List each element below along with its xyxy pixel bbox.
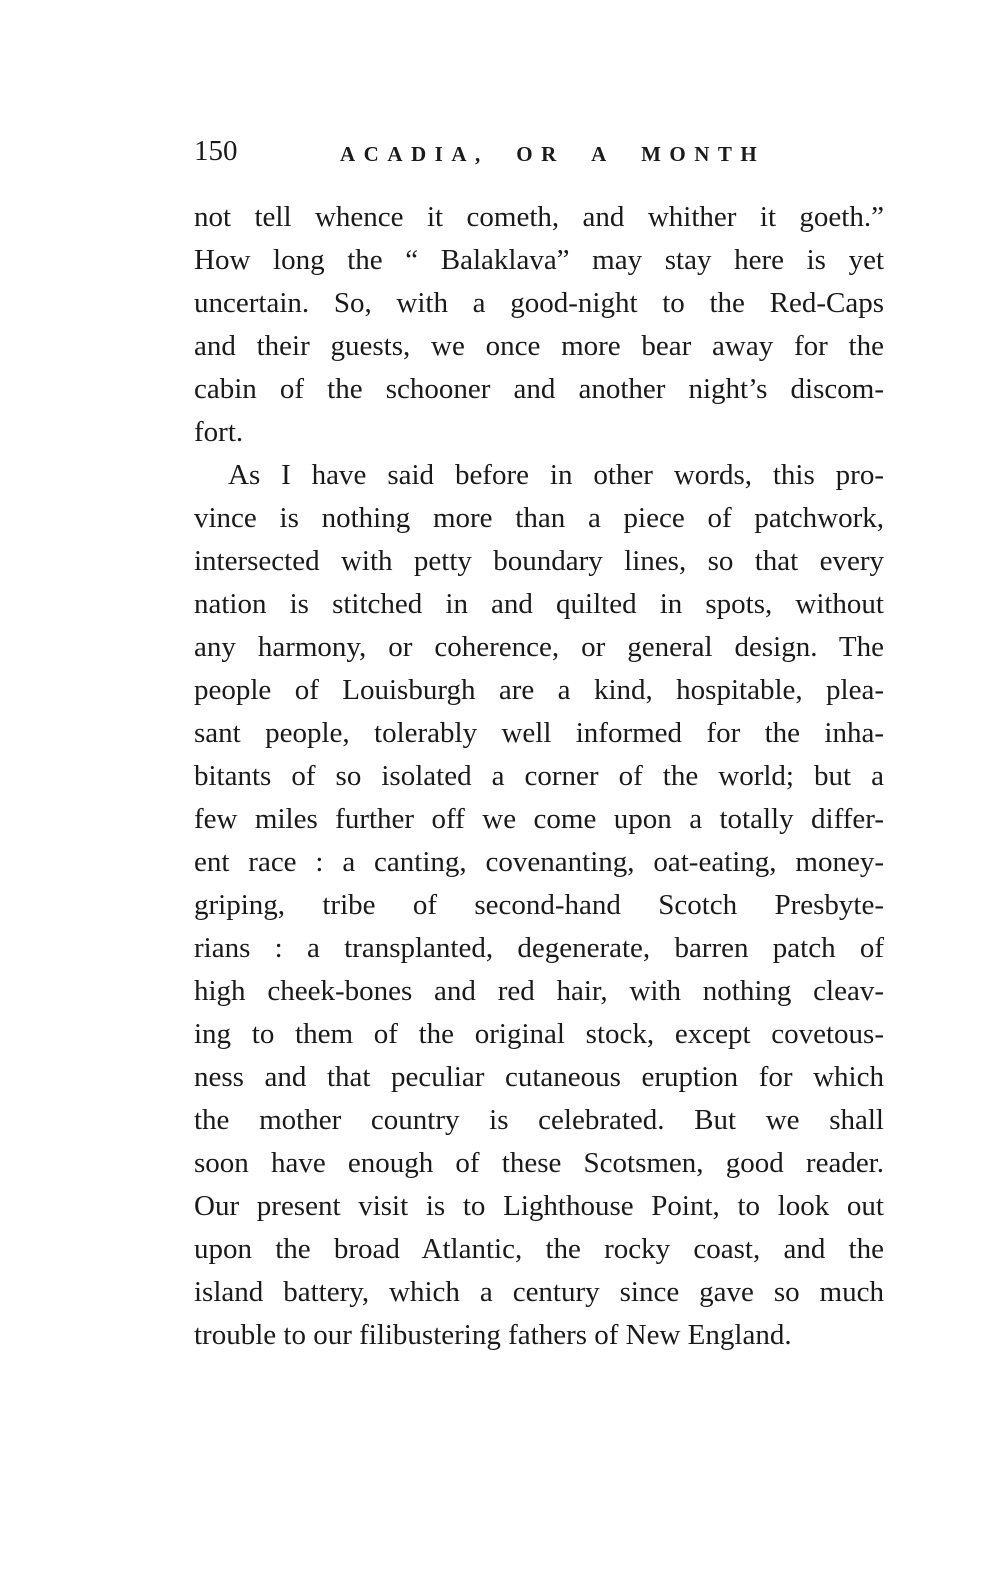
text-line: How long the “ Balaklava” may stay here is yet: [194, 244, 884, 276]
text-line: and their guests, we once more bear away for the: [194, 330, 884, 362]
text-line: Our present visit is to Lighthouse Point, to look out: [194, 1190, 884, 1222]
text-line: rians : a transplanted, degenerate, barren patch of: [194, 932, 884, 964]
text-line: high cheek-bones and red hair, with nothing cleav-: [194, 975, 884, 1007]
text-line: few miles further off we come upon a totally differ-: [194, 803, 884, 835]
page-number: 150: [194, 135, 238, 167]
text-line: As I have said before in other words, this pro-: [228, 459, 884, 491]
text-line: fort.: [194, 416, 244, 448]
text-line: nation is stitched in and quilted in spots, without: [194, 588, 884, 620]
text-line: upon the broad Atlantic, the rocky coast, and the: [194, 1233, 884, 1265]
text-line: any harmony, or coherence, or general design. The: [194, 631, 884, 663]
text-line: island battery, which a century since gave so much: [194, 1276, 884, 1308]
paragraph-1: [194, 196, 884, 454]
running-head: [194, 133, 894, 173]
text-line: the mother country is celebrated. But we shall: [194, 1104, 884, 1136]
body-text: [194, 196, 884, 1357]
running-title: ACADIA, OR A MONTH: [340, 142, 766, 166]
text-line: ent race : a canting, covenanting, oat-eating, money-: [194, 846, 884, 878]
text-line: intersected with petty boundary lines, so that every: [194, 545, 884, 577]
text-line: people of Louisburgh are a kind, hospitable, plea-: [194, 674, 884, 706]
text-line: uncertain. So, with a good-night to the Red-Caps: [194, 287, 884, 319]
paragraph-2: [194, 454, 884, 1357]
text-line: griping, tribe of second-hand Scotch Presbyte-: [194, 889, 884, 921]
text-line: ing to them of the original stock, except covetous-: [194, 1018, 884, 1050]
text-line: sant people, tolerably well informed for the inha-: [194, 717, 884, 749]
text-line: bitants of so isolated a corner of the world; but a: [194, 760, 884, 792]
text-line: vince is nothing more than a piece of patchwork,: [194, 502, 884, 534]
text-line: soon have enough of these Scotsmen, good reader.: [194, 1147, 884, 1179]
text-line: ness and that peculiar cutaneous eruption for which: [194, 1061, 884, 1093]
text-line: trouble to our filibustering fathers of New England.: [194, 1319, 792, 1351]
text-line: not tell whence it cometh, and whither it goeth.”: [194, 201, 884, 233]
text-line: cabin of the schooner and another night’s discom-: [194, 373, 884, 405]
